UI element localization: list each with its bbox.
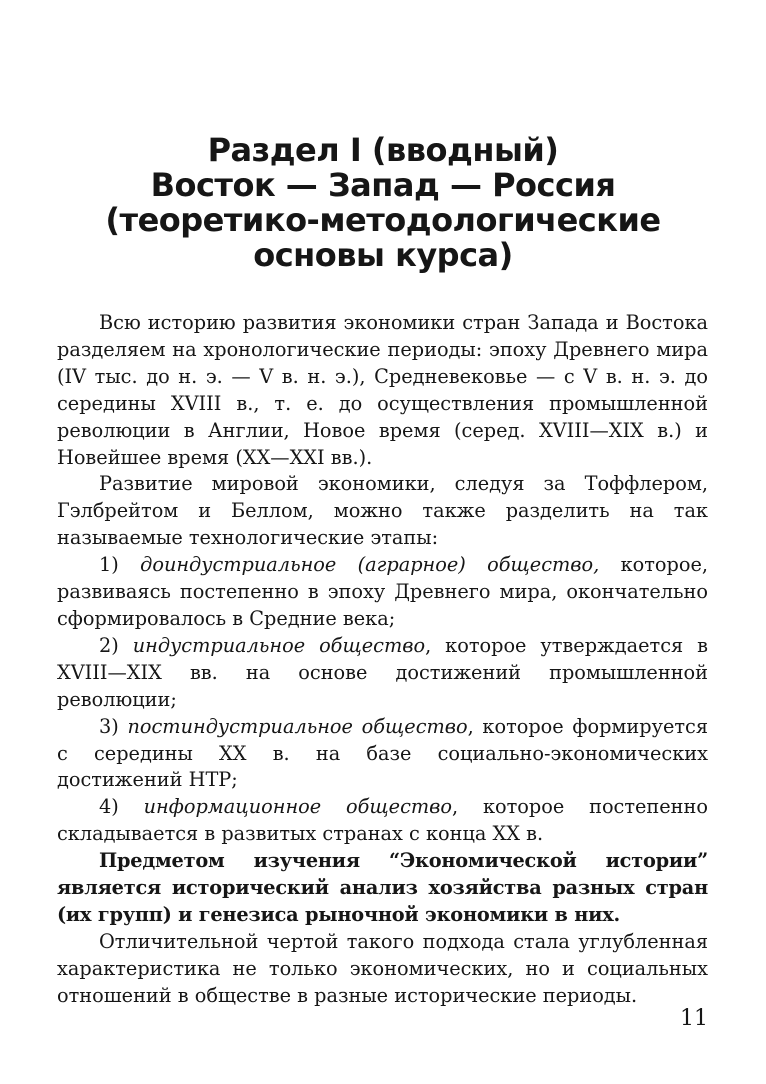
heading-line: основы курса) (253, 236, 513, 274)
list-item-term: индустриальное общество (132, 633, 426, 657)
list-item-term: постиндустриальное общество (127, 714, 468, 738)
list-item-number: 2) (99, 633, 133, 657)
list-item-number: 1) (99, 553, 141, 577)
heading-line: (теоретико-методологические (105, 201, 661, 239)
paragraph: Развитие мировой экономики, следуя за Тоффлером, Гэлбрейтом и Беллом, можно также разделить на так называемые технологические этапы: (57, 472, 708, 550)
body-text (57, 310, 708, 1010)
list-item-text: , которое утверждается в XVIII—XIX вв. на основе достижений промышленной революции; (57, 633, 709, 711)
list-item-term: доиндустриальное (аграрное) общество, (140, 553, 600, 577)
list-item (57, 633, 708, 714)
paragraph: Всю историю развития экономики стран Запада и Востока разделяем на хронологические периоды: эпоху Древнего мира (IV тыс. до н. э. — V в. н. э.), Средневековье — с V в. н. э. до середины XVIII в., т. е. до осуществления промышленной революции в Англии, Новое время (серед. XVIII—XIX в.) и Новейшее время (XX—XXI вв.). (57, 311, 708, 469)
page-number: 11 (680, 1006, 708, 1031)
list-item-text: , которое постепенно складывается в развитых странах с конца XX в. (57, 795, 708, 846)
list-item-term: информационное общество (143, 795, 452, 819)
paragraph: Отличительной чертой такого подхода стала углубленная характеристика не только экономических, но и социальных отношений в обществе в разные исторические периоды. (57, 929, 708, 1007)
lead-paragraph: Предметом изучения “Экономической истории” является исторический анализ хозяйства разных стран (их групп) и генезиса рыночной экономики в них. (57, 849, 708, 926)
list-item (57, 714, 708, 795)
list-item-number: 3) (99, 714, 128, 738)
list-item-text: которое, развиваясь постепенно в эпоху Древнего мира, окончательно сформировалось в Средние века; (57, 553, 708, 630)
heading-line: Раздел I (вводный) (207, 131, 559, 169)
list-item-text: , которое формируется с середины XX в. на базе социально-экономических достижений НТР; (57, 714, 708, 792)
list-item (57, 794, 708, 848)
list-item (57, 552, 708, 633)
list-item-number: 4) (99, 795, 144, 819)
heading-line: Восток — Запад — Россия (150, 166, 616, 204)
section-heading (60, 133, 706, 273)
